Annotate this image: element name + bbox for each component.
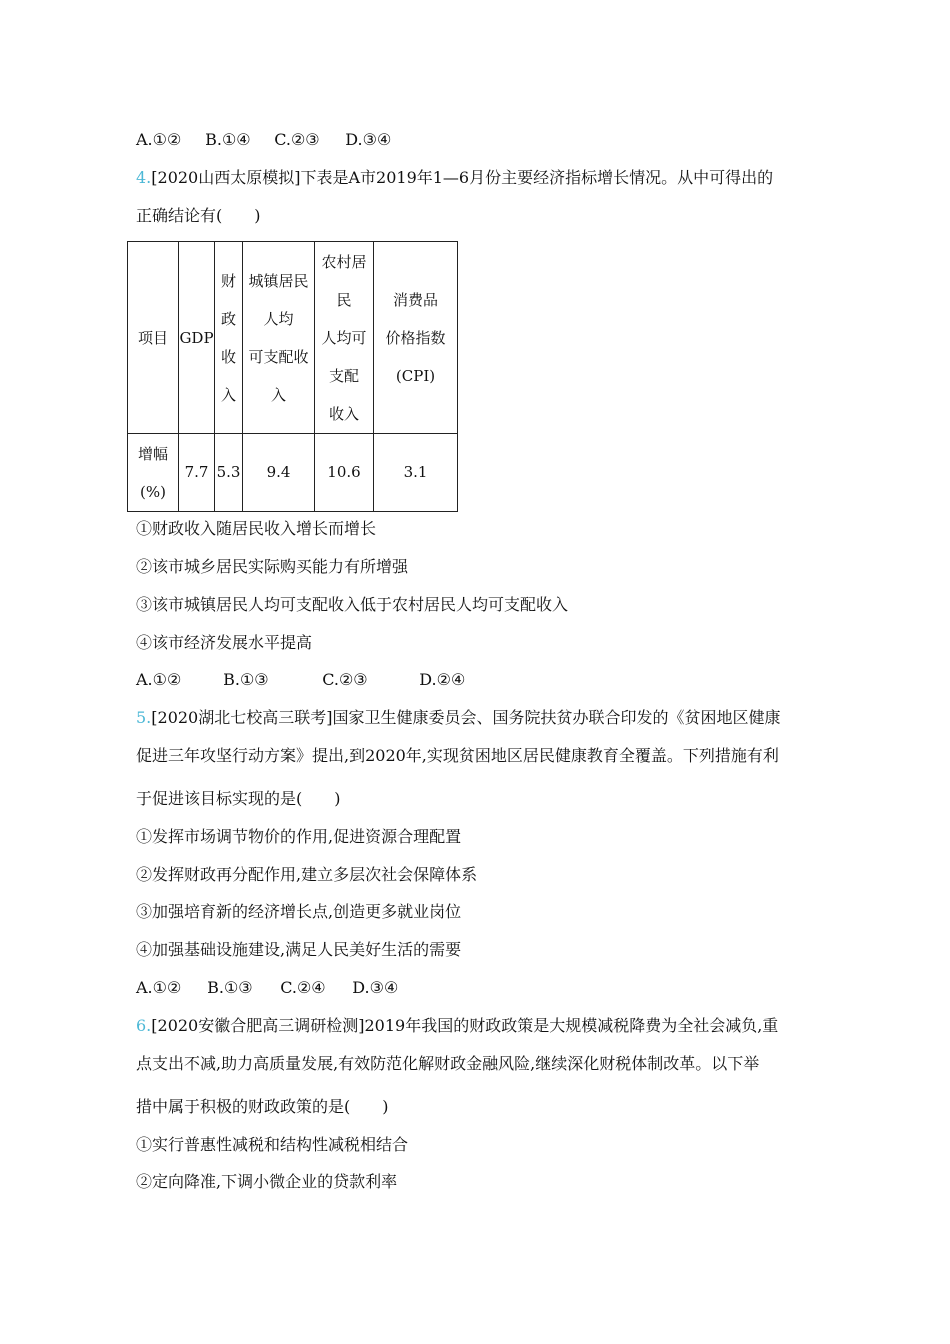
- q4-statement-2: ②该市城乡居民实际购买能力有所增强: [136, 557, 409, 576]
- q5-number: 5.: [136, 708, 152, 727]
- q5-statement-3: ③加强培育新的经济增长点,创造更多就业岗位: [136, 902, 462, 921]
- value-rural-income: 10.6: [315, 434, 374, 512]
- q6-statement-2: ②定向降准,下调小微企业的贷款利率: [136, 1172, 398, 1191]
- q5-stem-text1: [2020湖北七校高三联考]国家卫生健康委员会、国务院扶贫办联合印发的《贫困地区健康: [151, 708, 781, 727]
- value-fiscal-revenue: 5.3: [215, 434, 243, 512]
- q4-stem-line2: 正确结论有( ): [136, 206, 261, 225]
- q4-option-a: A.①②: [136, 670, 182, 689]
- q5-statement-4: ④加强基础设施建设,满足人民美好生活的需要: [136, 940, 462, 959]
- q4-option-d: D.②④: [419, 670, 466, 689]
- q6-statement-1: ①实行普惠性减税和结构性减税相结合: [136, 1135, 409, 1154]
- q5-stem-line1: [136, 708, 780, 728]
- q4-number: 4.: [136, 168, 152, 187]
- q6-stem-line3: 措中属于积极的财政政策的是( ): [136, 1097, 389, 1116]
- q5-option-b: B.①③: [207, 978, 253, 997]
- q4-stem-text1: [2020山西太原模拟]下表是A市2019年1—6月份主要经济指标增长情况。从中可得出的: [151, 168, 774, 187]
- q5-stem-line2: 促进三年攻坚行动方案》提出,到2020年,实现贫困地区居民健康教育全覆盖。下列措施有利: [136, 746, 779, 765]
- header-cpi: 消费品 价格指数 (CPI): [374, 242, 458, 434]
- header-rural-income: 农村居 民 人均可 支配 收入: [315, 242, 374, 434]
- economic-indicators-table: [127, 241, 458, 512]
- q4-statement-3: ③该市城镇居民人均可支配收入低于农村居民人均可支配收入: [136, 595, 569, 614]
- q5-statement-2: ②发挥财政再分配作用,建立多层次社会保障体系: [136, 865, 478, 884]
- value-urban-income: 9.4: [243, 434, 315, 512]
- q6-stem-line2: 点支出不减,助力高质量发展,有效防范化解财政金融风险,继续深化财税体制改革。以下举: [136, 1054, 760, 1073]
- q3-options: [136, 130, 391, 150]
- header-fiscal-revenue: 财 政 收 入: [215, 242, 243, 434]
- q5-statement-1: ①发挥市场调节物价的作用,促进资源合理配置: [136, 827, 462, 846]
- q4-options: [136, 670, 465, 690]
- q3-option-b: B.①④: [205, 130, 251, 149]
- q4-statement-1: ①财政收入随居民收入增长而增长: [136, 519, 377, 538]
- value-gdp: 7.7: [179, 434, 215, 512]
- row-label-growth: 增幅 (%): [128, 434, 179, 512]
- q4-option-c: C.②③: [322, 670, 368, 689]
- q5-option-d: D.③④: [352, 978, 399, 997]
- q6-number: 6.: [136, 1016, 152, 1035]
- q4-option-b: B.①③: [223, 670, 269, 689]
- q3-option-c: C.②③: [274, 130, 320, 149]
- header-item: 项目: [128, 242, 179, 434]
- q5-stem-line3: 于促进该目标实现的是( ): [136, 789, 341, 808]
- q5-option-c: C.②④: [280, 978, 326, 997]
- q4-stem-line1: [136, 168, 773, 188]
- header-gdp: GDP: [179, 242, 215, 434]
- q3-option-a: A.①②: [136, 130, 182, 149]
- q5-options: [136, 978, 398, 998]
- q4-statement-4: ④该市经济发展水平提高: [136, 633, 313, 652]
- table-header-row: [128, 242, 458, 434]
- q6-stem-text1: [2020安徽合肥高三调研检测]2019年我国的财政政策是大规模减税降费为全社会减负,重: [151, 1016, 779, 1035]
- q6-stem-line1: [136, 1016, 778, 1036]
- q3-option-d: D.③④: [345, 130, 392, 149]
- table-row: [128, 434, 458, 512]
- q5-option-a: A.①②: [136, 978, 182, 997]
- header-urban-income: 城镇居民 人均 可支配收 入: [243, 242, 315, 434]
- value-cpi: 3.1: [374, 434, 458, 512]
